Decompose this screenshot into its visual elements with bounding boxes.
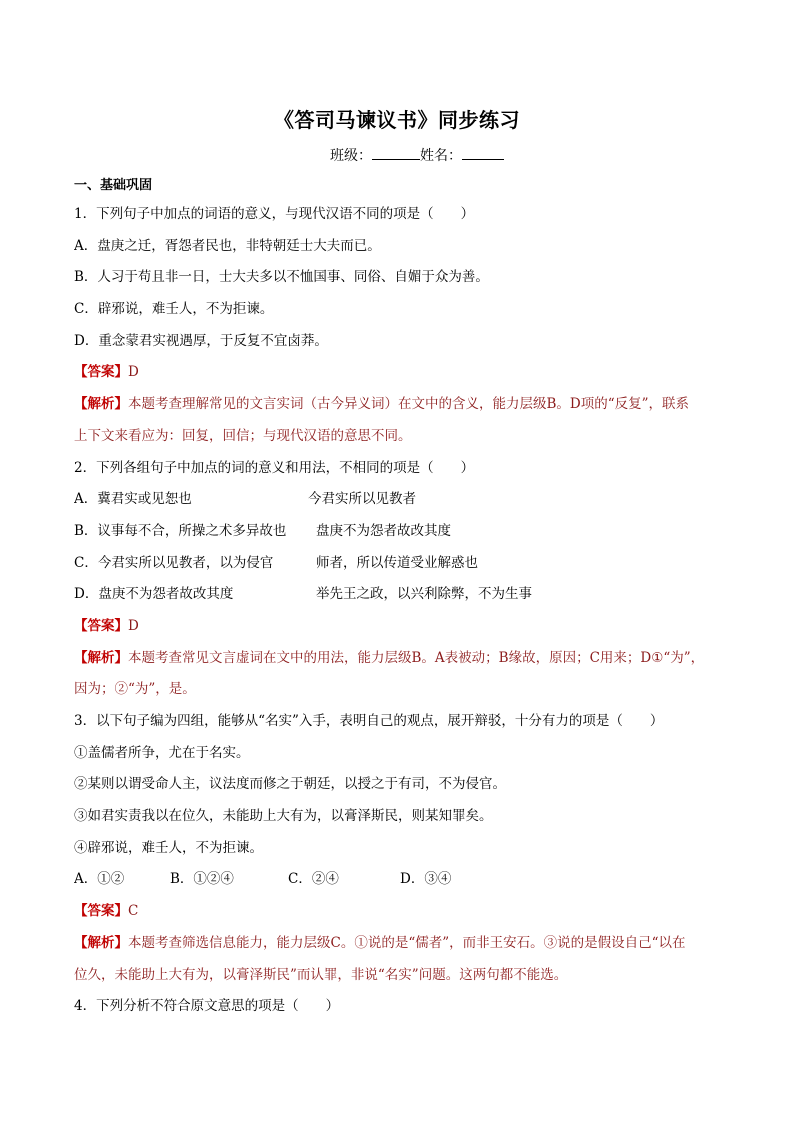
q3-option-c: C．②④ <box>288 871 339 888</box>
q2-answer <box>74 616 734 648</box>
q2-analysis-line-2: 因为；②“为”，是。 <box>74 681 196 698</box>
q2-c-left: C．今君实所以见教者，以为侵官 <box>74 554 274 571</box>
q2-a-right: 今君实所以见教者 <box>308 491 416 508</box>
q3-sentence-3: ③如君实责我以在位久，未能助上大有为，以膏泽斯民，则某知罪矣。 <box>74 808 493 825</box>
q2-option-a <box>74 489 734 521</box>
section-heading: 一、基础巩固 <box>74 178 153 193</box>
name-blank[interactable] <box>462 145 504 160</box>
answer-tag: 【答案】 <box>74 903 128 920</box>
q2-a-left: A．冀君实或见恕也 <box>74 491 192 508</box>
answer-value: D <box>128 364 139 381</box>
answer-value: D <box>128 617 139 634</box>
q2-c-right: 师者，所以传道受业解惑也 <box>316 554 478 571</box>
q3-option-b: B．①②④ <box>170 871 234 888</box>
analysis-tag: 【解析】 <box>74 396 128 413</box>
q2-option-b <box>74 521 734 553</box>
q3-stem: 3．以下句子编为四组，能够从“名实”入手，表明自己的观点，展开辩驳，十分有力的项是（ ） <box>74 713 664 729</box>
page-title: 《答司马谏议书》同步练习 <box>274 108 520 132</box>
analysis-text: 本题考查常见文言虚词在文中的用法，能力层级B。A表被动；B缘故，原因；C用来；D①“为”， <box>128 649 705 666</box>
q3-option-d: D．③④ <box>400 871 452 888</box>
q1-option-b: B．人习于苟且非一日，士大夫多以不恤国事、同俗、自媚于众为善。 <box>74 269 489 286</box>
analysis-tag: 【解析】 <box>74 649 128 666</box>
q3-analysis-line-2: 位久，未能助上大有为，以膏泽斯民”而认罪，非说“名实”问题。这两句都不能选。 <box>74 966 568 983</box>
q3-analysis-line-1 <box>74 933 734 965</box>
q1-stem: 1．下列句子中加点的词语的意义，与现代汉语不同的项是（ ） <box>74 206 475 222</box>
content <box>74 176 734 1028</box>
q1-analysis-line-1 <box>74 394 734 426</box>
name-line <box>330 145 504 165</box>
q2-d-left: D．盘庚不为怨者故改其度 <box>74 586 234 603</box>
class-label: 班级： <box>330 148 372 164</box>
q3-sentence-2: ②某则以谓受命人主，议法度而修之于朝廷，以授之于有司，不为侵官。 <box>74 776 506 793</box>
q2-analysis-line-1 <box>74 648 734 680</box>
q3-option-a: A．①② <box>74 871 125 888</box>
analysis-text: 本题考查理解常见的文言实词（古今异义词）在文中的含义，能力层级B。D项的“反复”，联系 <box>128 396 690 413</box>
name-label: 姓名： <box>420 148 462 164</box>
q3-options <box>74 869 734 901</box>
q4-stem: 4．下列分析不符合原文意思的项是（ ） <box>74 998 340 1015</box>
q2-d-right: 举先王之政，以兴利除弊，不为生事 <box>316 586 532 603</box>
class-blank[interactable] <box>372 145 420 160</box>
q3-sentence-4: ④辟邪说，难壬人，不为拒谏。 <box>74 839 263 856</box>
q1-analysis-line-2: 上下文来看应为：回复，回信；与现代汉语的意思不同。 <box>74 427 412 444</box>
q3-sentence-1: ①盖儒者所争，尤在于名实。 <box>74 744 250 761</box>
q2-stem: 2．下列各组句子中加点的词的意义和用法，不相同的项是（ ） <box>74 459 475 476</box>
answer-value: C <box>128 903 139 920</box>
answer-tag: 【答案】 <box>74 364 128 381</box>
q2-b-right: 盘庚不为怨者故改其度 <box>316 522 451 539</box>
answer-tag: 【答案】 <box>74 617 128 634</box>
analysis-text: 本题考查筛选信息能力，能力层级C。①说的是“儒者”，而非王安石。③说的是假设自己“以在 <box>128 934 686 951</box>
q1-option-d: D．重念蒙君实视遇厚，于反复不宜卤莽。 <box>74 332 328 349</box>
q2-option-c <box>74 553 734 585</box>
analysis-tag: 【解析】 <box>74 934 128 951</box>
q1-option-a: A．盘庚之迁，胥怨者民也，非特朝廷士大夫而已。 <box>74 237 381 254</box>
q3-answer <box>74 901 734 933</box>
q1-option-c: C．辟邪说，难壬人，不为拒谏。 <box>74 301 274 318</box>
q2-b-left: B．议事每不合，所操之术多异故也 <box>74 522 287 539</box>
q2-option-d <box>74 584 734 616</box>
q1-answer <box>74 362 734 394</box>
